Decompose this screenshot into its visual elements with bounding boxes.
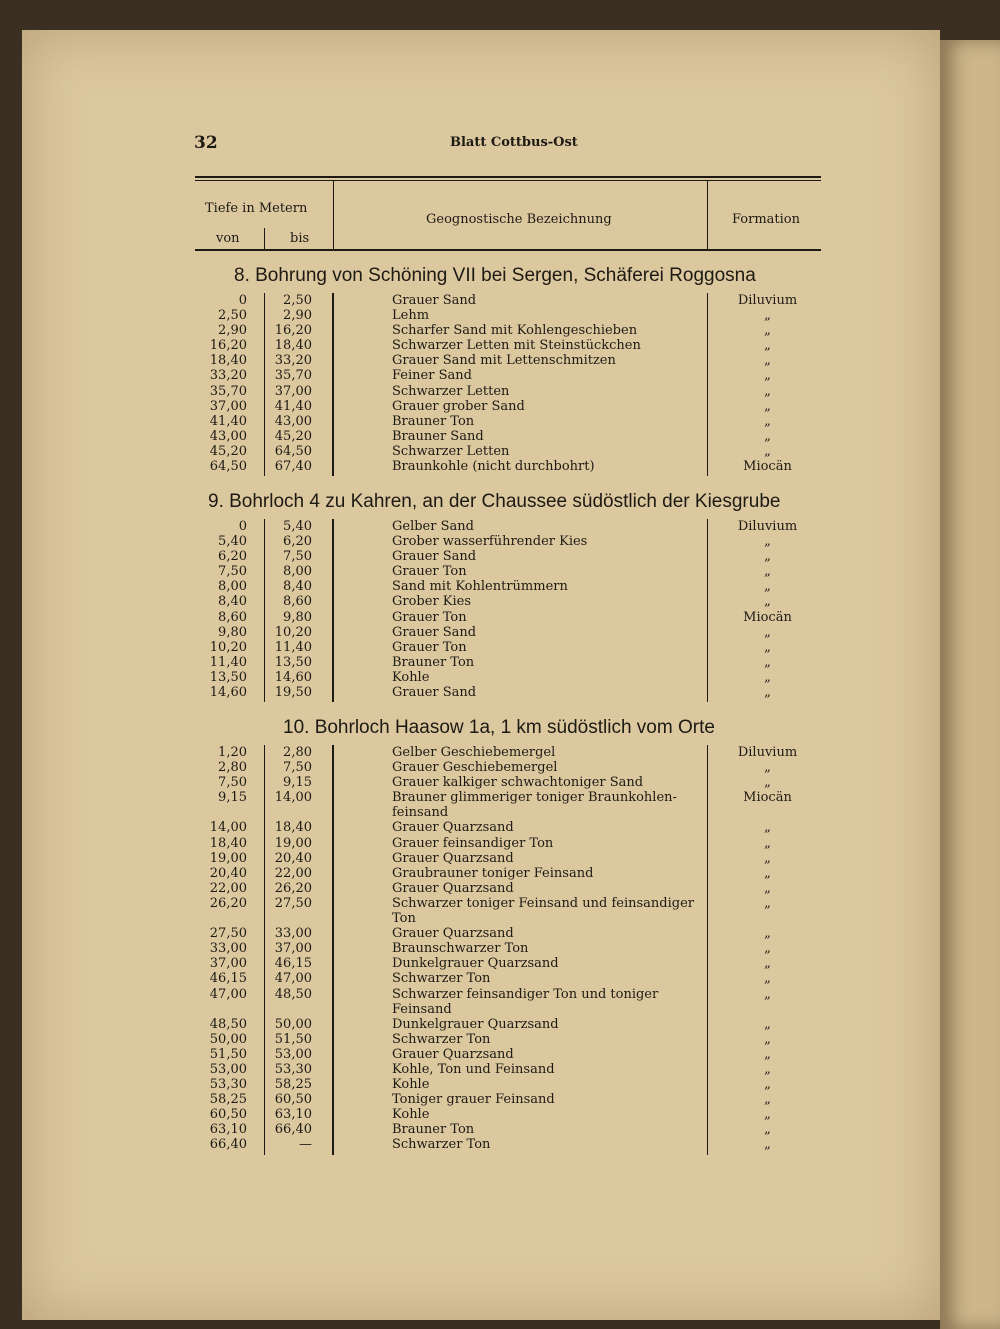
formation: „ — [764, 1092, 771, 1108]
depth-to: 63,10 — [274, 1107, 312, 1123]
header-divider-1 — [333, 181, 334, 249]
formation: „ — [764, 1046, 771, 1062]
layer-description: Grauer Sand — [392, 624, 477, 640]
formation: „ — [764, 383, 771, 399]
depth-to: 66,40 — [274, 1122, 312, 1138]
depth-from: 37,00 — [209, 398, 247, 414]
depth-from: 18,40 — [209, 353, 247, 369]
table-row — [195, 293, 820, 308]
depth-from: 11,40 — [209, 654, 247, 670]
layer-description: Brauner Ton — [392, 1122, 475, 1138]
layer-description: Brauner Sand — [392, 428, 484, 444]
depth-from: 51,50 — [209, 1046, 247, 1062]
depth-to: 33,00 — [274, 926, 312, 942]
layer-description: Gelber Sand — [392, 519, 474, 534]
depth-from: 43,00 — [209, 428, 247, 444]
table-row — [195, 655, 820, 670]
formation: „ — [764, 1122, 771, 1138]
table-row — [195, 820, 820, 835]
depth-from: 14,60 — [209, 685, 247, 701]
table-row — [195, 685, 820, 700]
depth-from: 47,00 — [209, 986, 247, 1002]
depth-to: 50,00 — [274, 1016, 312, 1032]
divider-formation — [707, 745, 708, 1155]
layer-description: Grauer Ton — [392, 609, 467, 625]
table-row — [195, 353, 820, 368]
divider-formation — [707, 293, 708, 476]
formation: „ — [764, 624, 771, 640]
formation: „ — [764, 926, 771, 942]
depth-from: 8,00 — [218, 579, 247, 595]
table-row — [195, 414, 820, 429]
table-row — [195, 429, 820, 444]
table-row — [195, 851, 820, 866]
formation: Diluvium — [737, 293, 798, 308]
depth-from: 64,50 — [209, 459, 247, 475]
depth-to: 7,50 — [283, 760, 312, 776]
depth-to: 2,80 — [283, 745, 312, 760]
formation: Diluvium — [737, 519, 798, 534]
formation: „ — [764, 850, 771, 866]
formation: „ — [764, 443, 771, 459]
depth-to: 53,00 — [274, 1046, 312, 1062]
depth-to: 8,40 — [283, 579, 312, 595]
depth-to: 37,00 — [274, 941, 312, 957]
table-row — [195, 519, 820, 534]
formation: „ — [764, 865, 771, 881]
header-divider-von-bis — [264, 228, 265, 249]
layer-description: Schwarzer Ton — [392, 971, 491, 987]
formation: „ — [764, 971, 771, 987]
header-from: von — [216, 231, 240, 246]
depth-from: 20,40 — [209, 865, 247, 881]
layer-description: Grauer Quarzsand — [392, 880, 514, 896]
formation: „ — [764, 760, 771, 776]
formation: „ — [764, 534, 771, 550]
depth-from: 27,50 — [209, 926, 247, 942]
layer-description: Schwarzer feinsandiger Ton und toniger Feinsand — [392, 986, 659, 1017]
divider-description — [332, 519, 334, 702]
layer-description: Grauer Quarzsand — [392, 820, 514, 836]
formation: „ — [764, 820, 771, 836]
depth-to: 18,40 — [274, 338, 312, 354]
depth-to: — — [299, 1137, 312, 1153]
page-number: 32 — [194, 133, 218, 153]
layer-description: Kohle, Ton und Feinsand — [392, 1061, 555, 1077]
depth-from: 33,00 — [209, 941, 247, 957]
layer-description: Sand mit Kohlentrümmern — [392, 579, 568, 595]
depth-from: 13,50 — [209, 669, 247, 685]
formation: „ — [764, 353, 771, 369]
depth-from: 53,00 — [209, 1061, 247, 1077]
header-to: bis — [290, 231, 310, 246]
depth-to: 14,00 — [274, 790, 312, 806]
table-row — [195, 640, 820, 655]
table-row — [195, 1107, 820, 1122]
table-row — [195, 1047, 820, 1062]
layer-description: Dunkelgrauer Quarzsand — [392, 1016, 559, 1032]
depth-to: 53,30 — [274, 1061, 312, 1077]
formation: „ — [764, 1031, 771, 1047]
depth-to: 16,20 — [274, 323, 312, 339]
depth-to: 19,50 — [274, 685, 312, 701]
table-row — [195, 790, 820, 820]
formation: „ — [764, 323, 771, 339]
formation: „ — [764, 669, 771, 685]
table-row — [195, 987, 820, 1017]
header-depth: Tiefe in Metern — [205, 201, 308, 216]
layer-description: Grauer feinsandiger Ton — [392, 835, 554, 851]
depth-to: 26,20 — [274, 880, 312, 896]
depth-to: 27,50 — [274, 895, 312, 911]
table-row — [195, 534, 820, 549]
header-rule-top-thin — [195, 180, 821, 181]
layer-description: Grauer grober Sand — [392, 398, 525, 414]
table-row — [195, 836, 820, 851]
table-row — [195, 594, 820, 609]
depth-from: 8,40 — [218, 594, 247, 610]
formation: „ — [764, 880, 771, 896]
formation: „ — [764, 941, 771, 957]
formation: „ — [764, 775, 771, 791]
depth-to: 6,20 — [283, 534, 312, 550]
table-row — [195, 1137, 820, 1152]
depth-to: 22,00 — [274, 865, 312, 881]
depth-from: 8,60 — [218, 609, 247, 625]
formation: „ — [764, 549, 771, 565]
depth-from: 9,80 — [218, 624, 247, 640]
depth-from: 35,70 — [209, 383, 247, 399]
depth-from: 48,50 — [209, 1016, 247, 1032]
layer-description: Dunkelgrauer Quarzsand — [392, 956, 559, 972]
table-row — [195, 564, 820, 579]
layer-description: Grauer Quarzsand — [392, 850, 514, 866]
depth-from: 10,20 — [209, 639, 247, 655]
depth-from: 46,15 — [209, 971, 247, 987]
depth-from: 41,40 — [209, 413, 247, 429]
formation: „ — [764, 1061, 771, 1077]
formation: „ — [764, 368, 771, 384]
formation: Miocän — [743, 790, 792, 806]
layer-description: Grauer Geschiebemergel — [392, 760, 558, 776]
depth-from: 22,00 — [209, 880, 247, 896]
depth-to: 48,50 — [274, 986, 312, 1002]
depth-to: 14,60 — [274, 669, 312, 685]
formation: „ — [764, 639, 771, 655]
layer-description: Grauer kalkiger schwachtoniger Sand — [392, 775, 644, 791]
formation: „ — [764, 956, 771, 972]
layer-description: Grauer Quarzsand — [392, 926, 514, 942]
formation: Miocän — [743, 609, 792, 625]
depth-from: 60,50 — [209, 1107, 247, 1123]
table-row — [195, 579, 820, 594]
layer-description: Brauner Ton — [392, 654, 475, 670]
depth-to: 60,50 — [274, 1092, 312, 1108]
formation: „ — [764, 579, 771, 595]
depth-to: 43,00 — [274, 413, 312, 429]
depth-to: 41,40 — [274, 398, 312, 414]
table-row — [195, 971, 820, 986]
section-table-8 — [195, 293, 820, 474]
layer-description: Grauer Sand mit Lettenschmitzen — [392, 353, 616, 369]
depth-to: 35,70 — [274, 368, 312, 384]
facing-page-edge — [940, 40, 1000, 1329]
depth-to: 18,40 — [274, 820, 312, 836]
table-row — [195, 866, 820, 881]
divider-von-bis — [264, 519, 265, 702]
depth-from: 19,00 — [209, 850, 247, 866]
depth-to: 58,25 — [274, 1077, 312, 1093]
table-row — [195, 1122, 820, 1137]
table-row — [195, 670, 820, 685]
depth-from: 16,20 — [209, 338, 247, 354]
depth-from: 0 — [238, 293, 247, 308]
depth-from: 45,20 — [209, 443, 247, 459]
formation: „ — [764, 895, 771, 911]
table-row — [195, 1032, 820, 1047]
header-rule-top — [195, 176, 821, 178]
depth-from: 0 — [238, 519, 247, 534]
layer-description: Braunkohle (nicht durchbohrt) — [392, 459, 595, 475]
layer-description: Schwarzer Ton — [392, 1137, 491, 1153]
layer-description: Schwarzer toniger Feinsand und feinsandiger Ton — [392, 895, 695, 926]
depth-from: 33,20 — [209, 368, 247, 384]
depth-to: 45,20 — [274, 428, 312, 444]
formation: „ — [764, 338, 771, 354]
formation: „ — [764, 835, 771, 851]
depth-to: 8,60 — [283, 594, 312, 610]
table-row — [195, 368, 820, 383]
depth-to: 20,40 — [274, 850, 312, 866]
header-divider-2 — [707, 181, 708, 249]
depth-to: 7,50 — [283, 549, 312, 565]
depth-from: 1,20 — [218, 745, 247, 760]
layer-description: Kohle — [392, 669, 430, 685]
section-title-8: 8. Bohrung von Schöning VII bei Sergen, Schäferei Roggosna — [234, 265, 756, 286]
layer-description: Grauer Sand — [392, 685, 477, 701]
layer-description: Grauer Ton — [392, 564, 467, 580]
depth-to: 46,15 — [274, 956, 312, 972]
depth-to: 13,50 — [274, 654, 312, 670]
header-description: Geognostische Bezeichnung — [426, 212, 612, 227]
layer-description: Grauer Sand — [392, 293, 477, 308]
formation: „ — [764, 1107, 771, 1123]
formation: „ — [764, 564, 771, 580]
depth-to: 8,00 — [283, 564, 312, 580]
section-table-10 — [195, 745, 820, 1153]
depth-to: 2,90 — [283, 308, 312, 324]
depth-from: 37,00 — [209, 956, 247, 972]
formation: „ — [764, 413, 771, 429]
layer-description: Grauer Ton — [392, 639, 467, 655]
depth-from: 7,50 — [218, 564, 247, 580]
layer-description: Brauner glimmeriger toniger Braunkohlen-feinsand — [392, 790, 677, 821]
formation: „ — [764, 1077, 771, 1093]
table-row — [195, 881, 820, 896]
depth-from: 18,40 — [209, 835, 247, 851]
depth-to: 10,20 — [274, 624, 312, 640]
depth-from: 66,40 — [209, 1137, 247, 1153]
table-row — [195, 444, 820, 459]
table-row — [195, 1017, 820, 1032]
divider-von-bis — [264, 293, 265, 476]
formation: „ — [764, 685, 771, 701]
table-row — [195, 956, 820, 971]
layer-description: Lehm — [392, 308, 430, 324]
depth-from: 26,20 — [209, 895, 247, 911]
table-row — [195, 338, 820, 353]
depth-to: 47,00 — [274, 971, 312, 987]
layer-description: Schwarzer Letten mit Steinstückchen — [392, 338, 641, 354]
layer-description: Grober wasserführender Kies — [392, 534, 588, 550]
depth-to: 37,00 — [274, 383, 312, 399]
layer-description: Grauer Quarzsand — [392, 1046, 514, 1062]
depth-from: 2,50 — [218, 308, 247, 324]
divider-description — [332, 745, 334, 1155]
table-row — [195, 941, 820, 956]
formation: „ — [764, 1016, 771, 1032]
running-head: Blatt Cottbus-Ost — [450, 135, 578, 150]
depth-from: 2,80 — [218, 760, 247, 776]
layer-description: Gelber Geschiebemergel — [392, 745, 556, 760]
table-row — [195, 1092, 820, 1107]
depth-to: 51,50 — [274, 1031, 312, 1047]
layer-description: Brauner Ton — [392, 413, 475, 429]
layer-description: Grober Kies — [392, 594, 472, 610]
divider-formation — [707, 519, 708, 702]
depth-to: 9,80 — [283, 609, 312, 625]
table-row — [195, 896, 820, 926]
table-row — [195, 384, 820, 399]
depth-to: 19,00 — [274, 835, 312, 851]
depth-from: 53,30 — [209, 1077, 247, 1093]
layer-description: Braunschwarzer Ton — [392, 941, 529, 957]
depth-from: 7,50 — [218, 775, 247, 791]
table-row — [195, 610, 820, 625]
table-row — [195, 775, 820, 790]
table-row — [195, 1077, 820, 1092]
section-title-10: 10. Bohrloch Haasow 1a, 1 km südöstlich vom Orte — [283, 717, 715, 738]
table-row — [195, 308, 820, 323]
formation: „ — [764, 594, 771, 610]
layer-description: Schwarzer Letten — [392, 443, 510, 459]
formation: „ — [764, 398, 771, 414]
layer-description: Toniger grauer Feinsand — [392, 1092, 555, 1108]
formation: „ — [764, 654, 771, 670]
layer-description: Schwarzer Letten — [392, 383, 510, 399]
depth-to: 2,50 — [283, 293, 312, 308]
table-row — [195, 926, 820, 941]
depth-from: 63,10 — [209, 1122, 247, 1138]
formation: „ — [764, 986, 771, 1002]
layer-description: Kohle — [392, 1107, 430, 1123]
formation: Miocän — [743, 459, 792, 475]
table-row — [195, 399, 820, 414]
depth-to: 67,40 — [274, 459, 312, 475]
depth-from: 50,00 — [209, 1031, 247, 1047]
layer-description: Grauer Sand — [392, 549, 477, 565]
depth-from: 9,15 — [218, 790, 247, 806]
table-row — [195, 323, 820, 338]
layer-description: Schwarzer Ton — [392, 1031, 491, 1047]
layer-description: Scharfer Sand mit Kohlengeschieben — [392, 323, 638, 339]
depth-from: 5,40 — [218, 534, 247, 550]
depth-from: 14,00 — [209, 820, 247, 836]
depth-to: 64,50 — [274, 443, 312, 459]
formation: „ — [764, 308, 771, 324]
table-row — [195, 625, 820, 640]
table-row — [195, 459, 820, 474]
formation: Diluvium — [737, 745, 798, 760]
section-title-9: 9. Bohrloch 4 zu Kahren, an der Chaussee südöstlich der Kiesgrube — [208, 491, 781, 512]
divider-von-bis — [264, 745, 265, 1155]
divider-description — [332, 293, 334, 476]
section-table-9 — [195, 519, 820, 700]
header-rule-bottom — [195, 249, 821, 251]
table-row — [195, 745, 820, 760]
formation: „ — [764, 1137, 771, 1153]
depth-to: 33,20 — [274, 353, 312, 369]
table-row — [195, 549, 820, 564]
depth-from: 58,25 — [209, 1092, 247, 1108]
header-formation: Formation — [732, 212, 801, 227]
depth-to: 5,40 — [283, 519, 312, 534]
depth-to: 9,15 — [283, 775, 312, 791]
layer-description: Feiner Sand — [392, 368, 472, 384]
table-row — [195, 760, 820, 775]
layer-description: Graubrauner toniger Feinsand — [392, 865, 594, 881]
layer-description: Kohle — [392, 1077, 430, 1093]
depth-from: 6,20 — [218, 549, 247, 565]
depth-to: 11,40 — [274, 639, 312, 655]
depth-from: 2,90 — [218, 323, 247, 339]
table-row — [195, 1062, 820, 1077]
formation: „ — [764, 428, 771, 444]
